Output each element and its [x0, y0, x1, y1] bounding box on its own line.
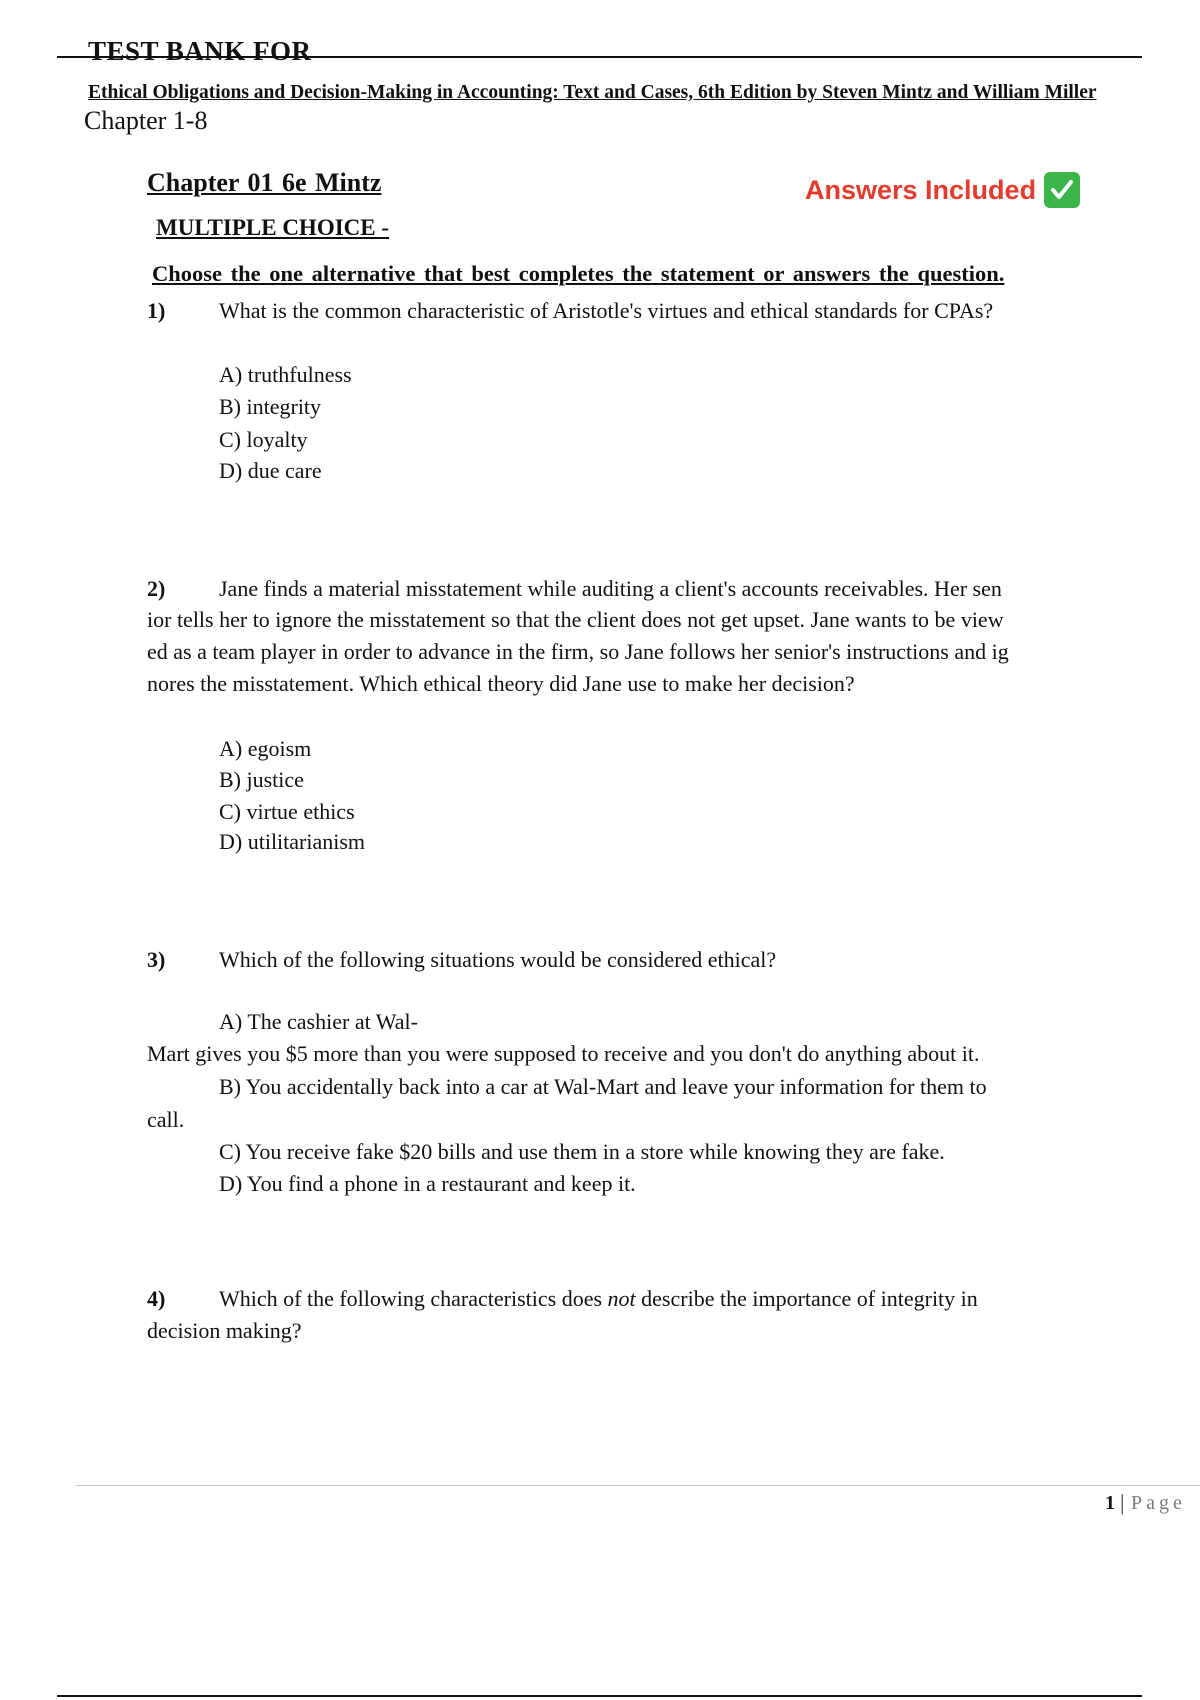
- answers-included-badge: [805, 172, 1080, 208]
- answer-option: D) You find a phone in a restaurant and keep it.: [219, 1171, 636, 1196]
- answer-option: A) truthfulness: [219, 362, 352, 387]
- answer-option: Mart gives you $5 more than you were supposed to receive and you don't do anything about it.: [147, 1041, 980, 1066]
- answer-option: C) virtue ethics: [219, 799, 355, 824]
- checkmark-icon: [1044, 172, 1080, 208]
- question-number: 1): [147, 298, 166, 323]
- answer-option: D) utilitarianism: [219, 829, 366, 854]
- question-text: What is the common characteristic of Aristotle's virtues and ethical standards for CPAs?: [219, 298, 994, 323]
- page-number: 1: [1105, 1492, 1115, 1514]
- answer-option: call.: [147, 1107, 185, 1132]
- question-text: ior tells her to ignore the misstatement so that the client does not get upset. Jane wants to be view: [147, 607, 1004, 632]
- page-separator: |: [1120, 1490, 1125, 1515]
- question-number: 3): [147, 947, 166, 972]
- instruction: Choose the one alternative that best completes the statement or answers the question.: [152, 261, 1005, 286]
- question-text: Which of the following characteristics does not describe the importance of integrity in: [219, 1286, 978, 1311]
- answer-option: D) due care: [219, 458, 322, 483]
- page-label: Page: [1131, 1492, 1186, 1514]
- chapter-range: Chapter 1-8: [84, 106, 208, 135]
- doc-title: TEST BANK FOR: [88, 36, 312, 66]
- answer-option: A) The cashier at Wal-: [219, 1009, 418, 1034]
- question-number: 2): [147, 576, 166, 601]
- question-text: Jane finds a material misstatement while auditing a client's accounts receivables. Her sen: [219, 576, 1002, 601]
- chapter-heading: Chapter 01 6e Mintz: [147, 168, 382, 197]
- question-text: ed as a team player in order to advance in the firm, so Jane follows her senior's instructions and ig: [147, 639, 1009, 664]
- multiple-choice-heading: MULTIPLE CHOICE -: [156, 215, 390, 240]
- bottom-rule: [57, 1695, 1142, 1697]
- answer-option: B) integrity: [219, 394, 322, 419]
- answer-option: A) egoism: [219, 736, 312, 761]
- answer-option: C) loyalty: [219, 427, 308, 452]
- question-number: 4): [147, 1286, 166, 1311]
- answers-badge-label: Answers Included: [805, 174, 1037, 205]
- answer-option: C) You receive fake $20 bills and use them in a store while knowing they are fake.: [219, 1139, 945, 1164]
- book-title: Ethical Obligations and Decision-Making in Accounting: Text and Cases, 6th Edition by Steven Mintz and William Miller: [88, 82, 1097, 103]
- answer-option: B) You accidentally back into a car at Wal-Mart and leave your information for them to: [219, 1074, 987, 1099]
- footer-divider: [75, 1485, 1200, 1486]
- question-text: Which of the following situations would be considered ethical?: [219, 947, 777, 972]
- question-text: nores the misstatement. Which ethical theory did Jane use to make her decision?: [147, 671, 855, 696]
- question-text: decision making?: [147, 1318, 302, 1343]
- answer-option: B) justice: [219, 767, 304, 792]
